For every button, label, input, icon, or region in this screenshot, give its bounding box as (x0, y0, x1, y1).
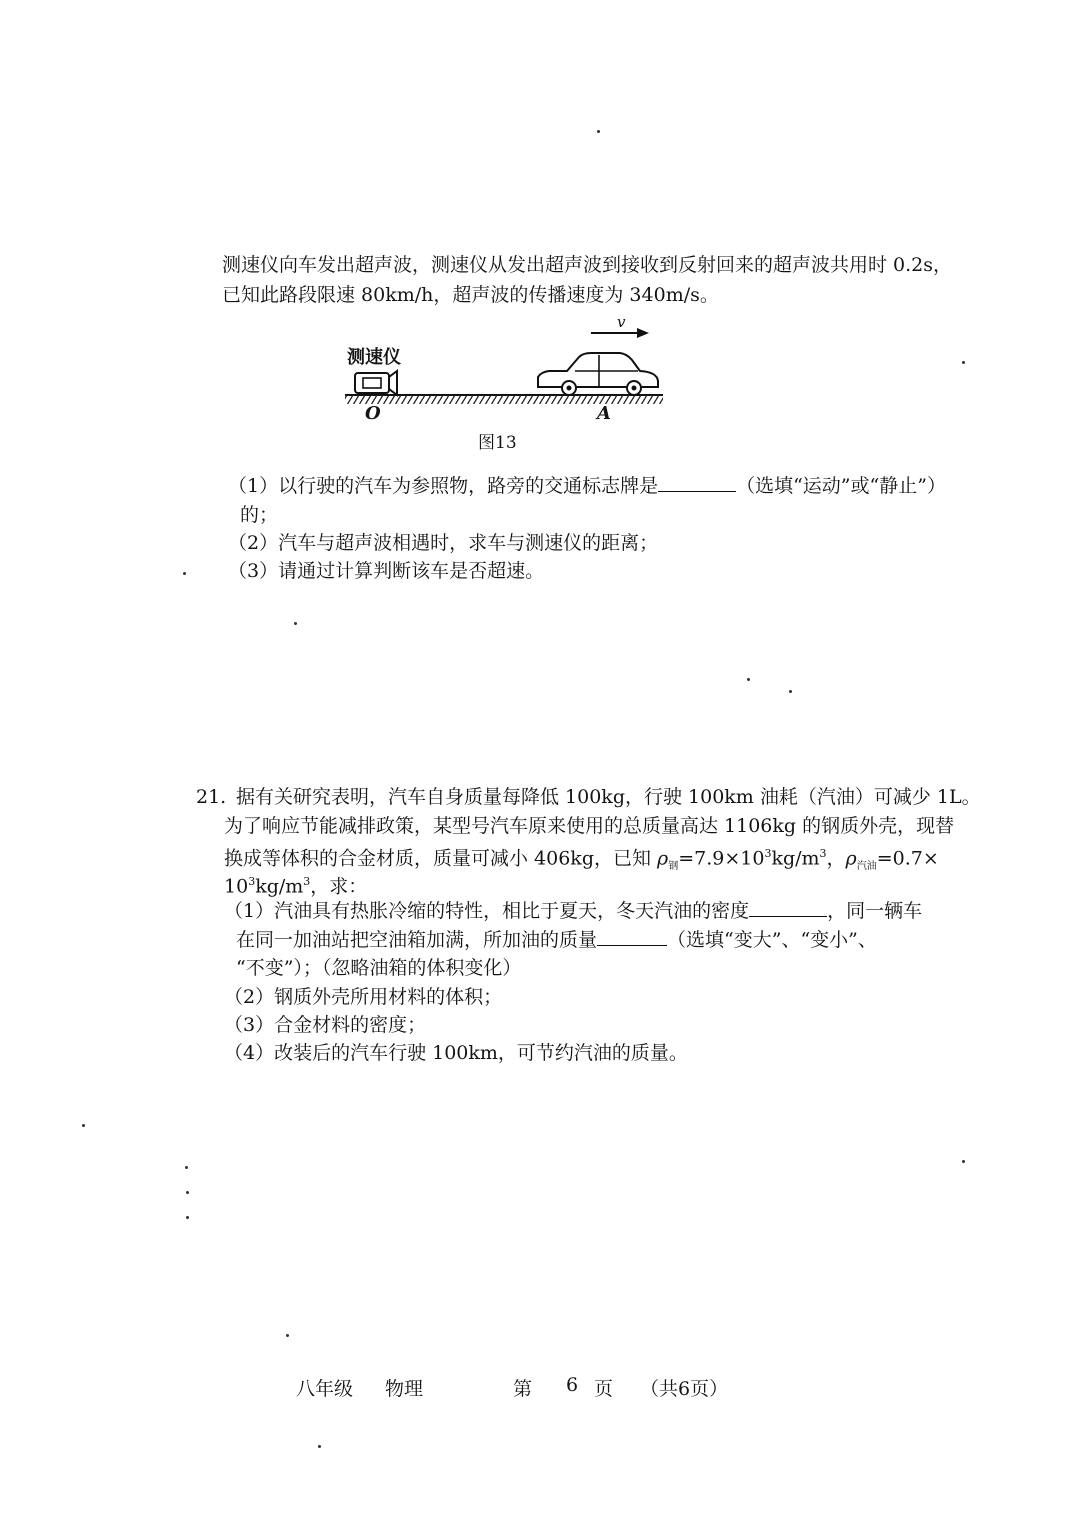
footer-page-suffix: 页 (594, 1378, 614, 1400)
footer-total-pages: （共6页） (640, 1378, 729, 1400)
rho-gas-unit-exponent: 3 (303, 875, 311, 888)
rho-gas-value: =0.7× (876, 847, 939, 870)
rho-steel-symbol: ρ (657, 847, 669, 870)
q21-part-3: （3）合金材料的密度； (224, 1014, 427, 1036)
scan-speck (186, 1191, 189, 1194)
rho-gas-exponent: 3 (248, 875, 256, 888)
rho-steel-value: =7.9×10 (678, 847, 765, 870)
rho-steel-unit-exponent: 3 (819, 847, 827, 860)
rho-gas-base: 10 (224, 875, 249, 898)
scan-speck (186, 1216, 189, 1219)
scan-speck (747, 678, 750, 681)
speed-measurement-figure (335, 315, 675, 425)
scan-speck (183, 572, 186, 575)
q20-part-1 (228, 473, 946, 499)
scan-speck (82, 1124, 85, 1127)
q21-answer-blank-2[interactable] (597, 927, 667, 946)
footer-subject: 物理 (385, 1378, 424, 1400)
q21-line-4-text: ，求： (310, 875, 368, 898)
q21-part-1-line-3: “不变”）；（忽略油箱的体积变化） (236, 957, 522, 979)
scan-speck (962, 361, 965, 364)
rho-gas-unit: kg/m (255, 875, 304, 898)
q21-line-3: 换成等体积的合金材质，质量可减小 406kg，已知 $\rho_钢=7.9\times 10^3kg/m^3$，$\rho_{汽油}=0.7\times$ (224, 847, 939, 873)
intro-line-1: 测速仪向车发出超声波，测速仪从发出超声波到接收到反射回来的超声波共用时 0.2s， (222, 254, 953, 276)
q21-number: 21. (196, 786, 227, 808)
q21-part-1-text-c: 在同一加油站把空油箱加满，所加油的质量 (236, 929, 598, 951)
figure-drawing (335, 315, 675, 425)
speed-meter-label: 测速仪 (347, 347, 401, 368)
point-o-label: O (365, 403, 381, 424)
car-icon (538, 353, 658, 395)
speed-meter-icon (355, 371, 397, 395)
q20-part-1-text: （1）以行驶的汽车为参照物，路旁的交通标志牌是 (228, 475, 659, 497)
q20-part-2: （2）汽车与超声波相遇时，求车与测速仪的距离； (228, 532, 659, 554)
q21-part-2: （2）钢质外壳所用材料的体积； (224, 986, 503, 1008)
q21-part-1-text: （1）汽油具有热胀冷缩的特性，相比于夏天，冬天汽油的密度 (224, 900, 750, 922)
q21-answer-blank-1[interactable] (749, 898, 827, 917)
point-a-label: A (597, 403, 611, 424)
footer-page-prefix: 第 (513, 1378, 533, 1400)
q20-part-1-end: 的； (240, 504, 279, 526)
ground-hatch (345, 395, 663, 404)
q20-part-3: （3）请通过计算判断该车是否超速。 (228, 560, 545, 582)
rho-gas-symbol: ρ (845, 847, 857, 870)
velocity-label: v (617, 313, 626, 331)
scan-speck (962, 1160, 965, 1163)
scan-speck (789, 690, 792, 693)
q21-part-1-text-b: ，同一辆车 (827, 900, 923, 922)
q21-part-1-line-2 (236, 927, 877, 953)
footer-grade: 八年级 (296, 1378, 354, 1400)
q20-answer-blank-1[interactable] (658, 473, 736, 492)
rho-steel-subscript: 钢 (668, 861, 679, 873)
q21-line-2: 为了响应节能减排政策，某型号汽车原来使用的总质量高达 1106kg 的钢质外壳，现替 (224, 815, 955, 837)
rho-steel-exponent: 3 (764, 847, 772, 860)
q21-line-4 (224, 869, 367, 899)
scan-speck (597, 130, 600, 133)
rho-steel-unit: kg/m (771, 847, 820, 870)
footer-page-number: 6 (566, 1374, 579, 1396)
scan-speck (185, 1166, 188, 1169)
scan-speck (294, 622, 297, 625)
intro-line-2: 已知此路段限速 80km/h，超声波的传播速度为 340m/s。 (222, 284, 719, 306)
q21-part-4: （4）改装后的汽车行驶 100km，可节约汽油的质量。 (224, 1042, 688, 1064)
q21-line-3-text: 换成等体积的合金材质，质量可减小 406kg，已知 (224, 847, 658, 870)
scan-speck (286, 1334, 289, 1337)
rho-gas-subscript: 汽油 (856, 861, 877, 873)
q21-line-1: 据有关研究表明，汽车自身质量每降低 100kg，行驶 100km 油耗（汽油）可减少 1L。 (236, 786, 981, 808)
q20-part-1-choice: （选填“运动”或“静止”） (736, 475, 946, 497)
q21-part-1-text-d: （选填“变大”、“变小”、 (667, 929, 877, 951)
q21-part-1 (224, 898, 922, 924)
figure-caption: 图13 (478, 433, 517, 453)
scan-speck (318, 1445, 321, 1448)
